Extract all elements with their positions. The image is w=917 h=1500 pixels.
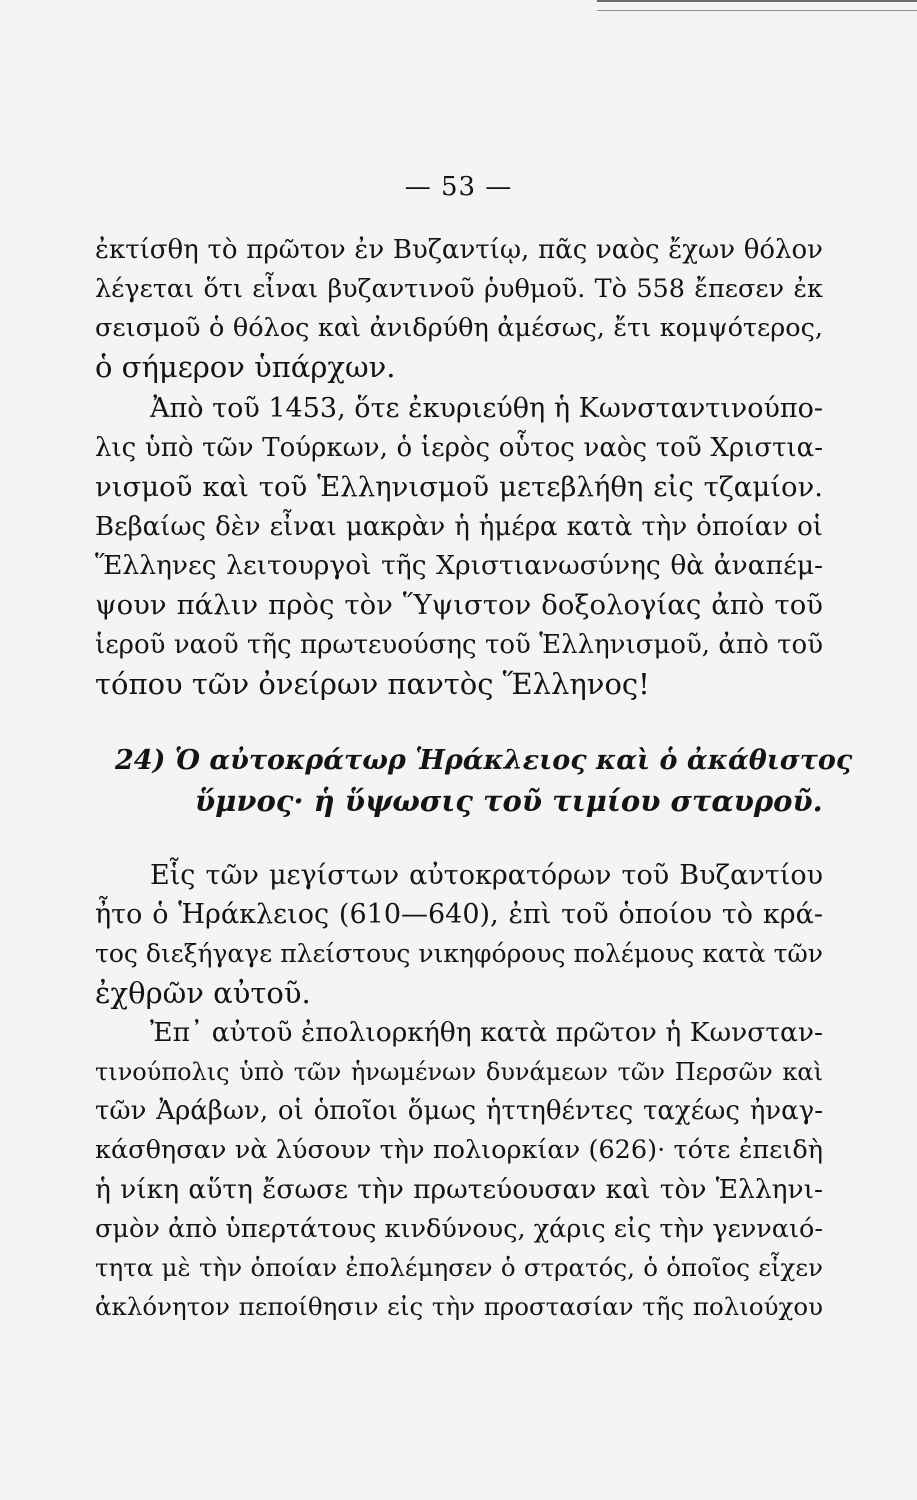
section-heading-line-1: 24) Ὁ αὐτοκράτωρ Ἡράκλειος καὶ ὁ ἀκάθιστος bbox=[115, 745, 853, 776]
paragraph-line: τινούπολις ὑπὸ τῶν ἡνωμένων δυνάμεων τῶν Περσῶν καὶ bbox=[95, 1058, 823, 1086]
paragraph-line: Βεβαίως δὲν εἶναι μακρὰν ἡ ἡμέρα κατὰ τὴν ὁποίαν οἱ bbox=[95, 512, 823, 542]
paragraph-line: σεισμοῦ ὁ θόλος καὶ ἀνιδρύθη ἀμέσως, ἔτι κομψότερος, bbox=[95, 313, 823, 343]
paragraph-line: ἀκλόνητον πεποίθησιν εἰς τὴν προστασίαν τῆς πολιούχου bbox=[95, 1292, 823, 1321]
paragraph-line: σμὸν ἀπὸ ὑπερτάτους κινδύνους, χάρις εἰς τὴν γενναιό- bbox=[95, 1214, 823, 1244]
paragraph-line: τόπου τῶν ὀνείρων παντὸς Ἕλληνος! bbox=[95, 667, 650, 701]
paragraph-line: τῶν Ἀράβων, οἱ ὁποῖοι ὅμως ἡττηθέντες ταχέως ἠναγ- bbox=[95, 1096, 823, 1126]
paragraph-line: λις ὑπὸ τῶν Τούρκων, ὁ ἱερὸς οὗτος ναὸς τοῦ Χριστια- bbox=[95, 433, 823, 463]
page-number: — 53 — bbox=[404, 172, 513, 202]
paragraph-line: ὁ σήμερον ὑπάρχων. bbox=[95, 350, 396, 384]
paragraph-line: Εἷς τῶν μεγίστων αὐτοκρατόρων τοῦ Βυζαντίου bbox=[150, 860, 823, 891]
paragraph-line: ἦτο ὁ Ἡράκλειος (610—640), ἐπὶ τοῦ ὁποίου τὸ κρά- bbox=[95, 899, 823, 930]
paragraph-line: Ἕλληνες λειτουργοὶ τῆς Χριστιανωσύνης θὰ ἀναπέμ- bbox=[95, 550, 823, 581]
top-edge-rule bbox=[597, 0, 917, 11]
paragraph-line: Ἀπὸ τοῦ 1453, ὅτε ἐκυριεύθη ἡ Κωνσταντινούπο- bbox=[150, 393, 823, 424]
paragraph-line: Ἐπ᾽ αὐτοῦ ἐπολιορκήθη κατὰ πρῶτον ἡ Κωνσταν- bbox=[150, 1017, 823, 1048]
paragraph-line: νισμοῦ καὶ τοῦ Ἑλληνισμοῦ μετεβλήθη εἰς τζαμίον. bbox=[95, 471, 823, 503]
paragraph-line: ψουν πάλιν πρὸς τὸν Ὕψιστον δοξολογίας ἀπὸ τοῦ bbox=[95, 589, 823, 621]
paragraph-line: ἐκτίσθη τὸ πρῶτον ἐν Βυζαντίῳ, πᾶς ναὸς ἔχων θόλον bbox=[95, 235, 823, 265]
paragraph-line: ἡ νίκη αὕτη ἔσωσε τὴν πρωτεύουσαν καὶ τὸν Ἑλληνι- bbox=[95, 1174, 823, 1205]
paragraph-line: ἐχθρῶν αὐτοῦ. bbox=[95, 976, 311, 1010]
section-heading-line-2: ὕμνος· ἡ ὕψωσις τοῦ τιμίου σταυροῦ. bbox=[195, 784, 823, 818]
paragraph-line: τητα μὲ τὴν ὁποίαν ἐπολέμησεν ὁ στρατός, ὁ ὁποῖος εἶχεν bbox=[95, 1253, 823, 1282]
paragraph-line: ἱεροῦ ναοῦ τῆς πρωτευούσης τοῦ Ἑλληνισμοῦ, ἀπὸ τοῦ bbox=[95, 630, 823, 660]
paragraph-line: τος διεξήγαγε πλείστους νικηφόρους πολέμους κατὰ τῶν bbox=[95, 939, 823, 968]
paragraph-line: λέγεται ὅτι εἶναι βυζαντινοῦ ῥυθμοῦ. Τὸ 558 ἔπεσεν ἐκ bbox=[95, 274, 823, 304]
paragraph-line: κάσθησαν νὰ λύσουν τὴν πολιορκίαν (626)· τότε ἐπειδὴ bbox=[95, 1135, 823, 1165]
